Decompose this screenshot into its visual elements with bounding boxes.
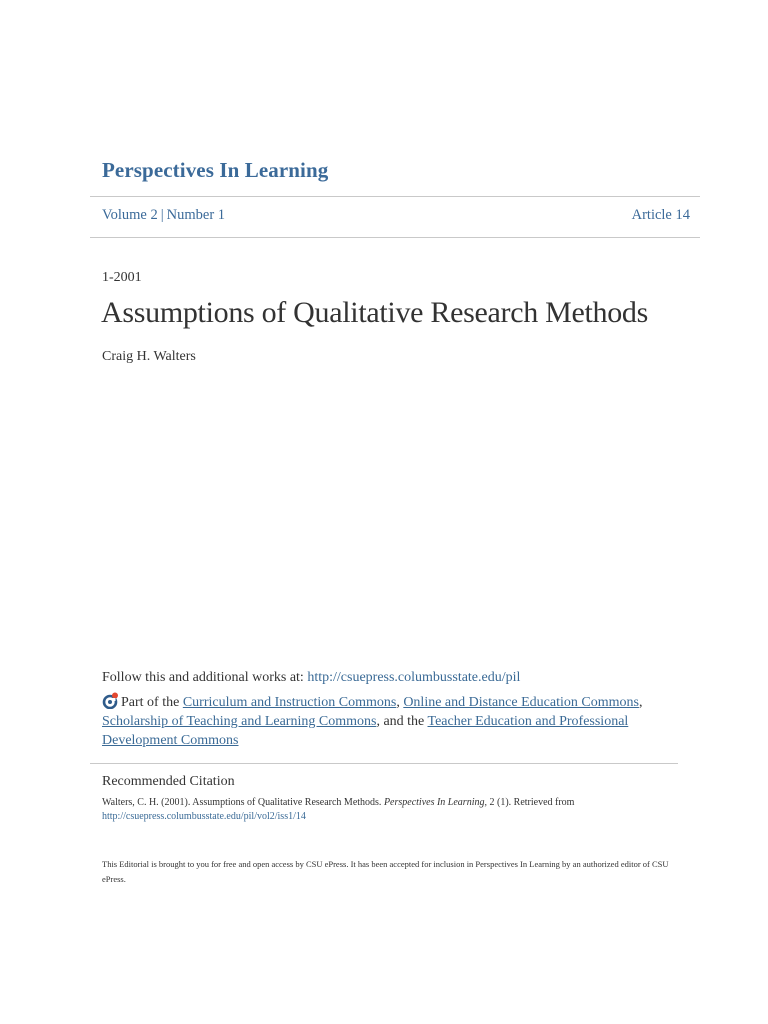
- issue-row: [102, 207, 690, 224]
- citation-rule: [90, 763, 678, 764]
- teacher-education-commons-link[interactable]: Teacher Education and Professional Development Commons: [102, 714, 629, 748]
- citation-block: [102, 796, 682, 824]
- online-distance-commons-link[interactable]: Online and Distance Education Commons: [403, 695, 639, 710]
- author-name: Craig H. Walters: [102, 349, 196, 364]
- part-of-separator-3: , and the: [376, 714, 428, 729]
- follow-url-link[interactable]: http://csuepress.columbusstate.edu/pil: [307, 670, 521, 685]
- header-top-rule: [90, 196, 700, 197]
- article-number-link[interactable]: Article 14: [631, 207, 690, 223]
- volume-link[interactable]: Volume 2: [102, 207, 158, 223]
- citation-journal: Perspectives In Learning,: [383, 797, 487, 808]
- issue-separator: |: [160, 207, 164, 223]
- curriculum-commons-link[interactable]: Curriculum and Instruction Commons: [182, 695, 397, 710]
- citation-url-link[interactable]: http://csuepress.columbusstate.edu/pil/vol2/iss1/14: [102, 811, 306, 822]
- article-title: Assumptions of Qualitative Research Methods: [101, 296, 649, 329]
- journal-title[interactable]: Perspectives In Learning: [102, 158, 329, 182]
- header-bottom-rule: [90, 237, 700, 238]
- part-of-separator-2: ,: [638, 695, 643, 710]
- citation-text-after: 2 (1). Retrieved from: [486, 797, 575, 808]
- part-of-prefix: Part of the: [121, 695, 183, 710]
- citation-text-before: Walters, C. H. (2001). Assumptions of Qualitative Research Methods.: [102, 797, 384, 808]
- follow-line: [102, 670, 520, 686]
- part-of-separator-1: ,: [396, 695, 404, 710]
- number-link[interactable]: Number 1: [166, 207, 226, 223]
- recommended-citation-heading: Recommended Citation: [102, 774, 235, 789]
- publication-date: 1-2001: [102, 270, 142, 285]
- commons-network-icon: [102, 692, 119, 709]
- scholarship-teaching-commons-link[interactable]: Scholarship of Teaching and Learning Commons: [102, 714, 377, 729]
- access-disclaimer: This Editorial is brought to you for free and open access by CSU ePress. It has been accepted for inclusion in Perspectives In Learning by an authorized editor of CSU ePress.: [102, 859, 669, 884]
- follow-text: Follow this and additional works at:: [102, 670, 308, 685]
- part-of-commons: [102, 692, 682, 750]
